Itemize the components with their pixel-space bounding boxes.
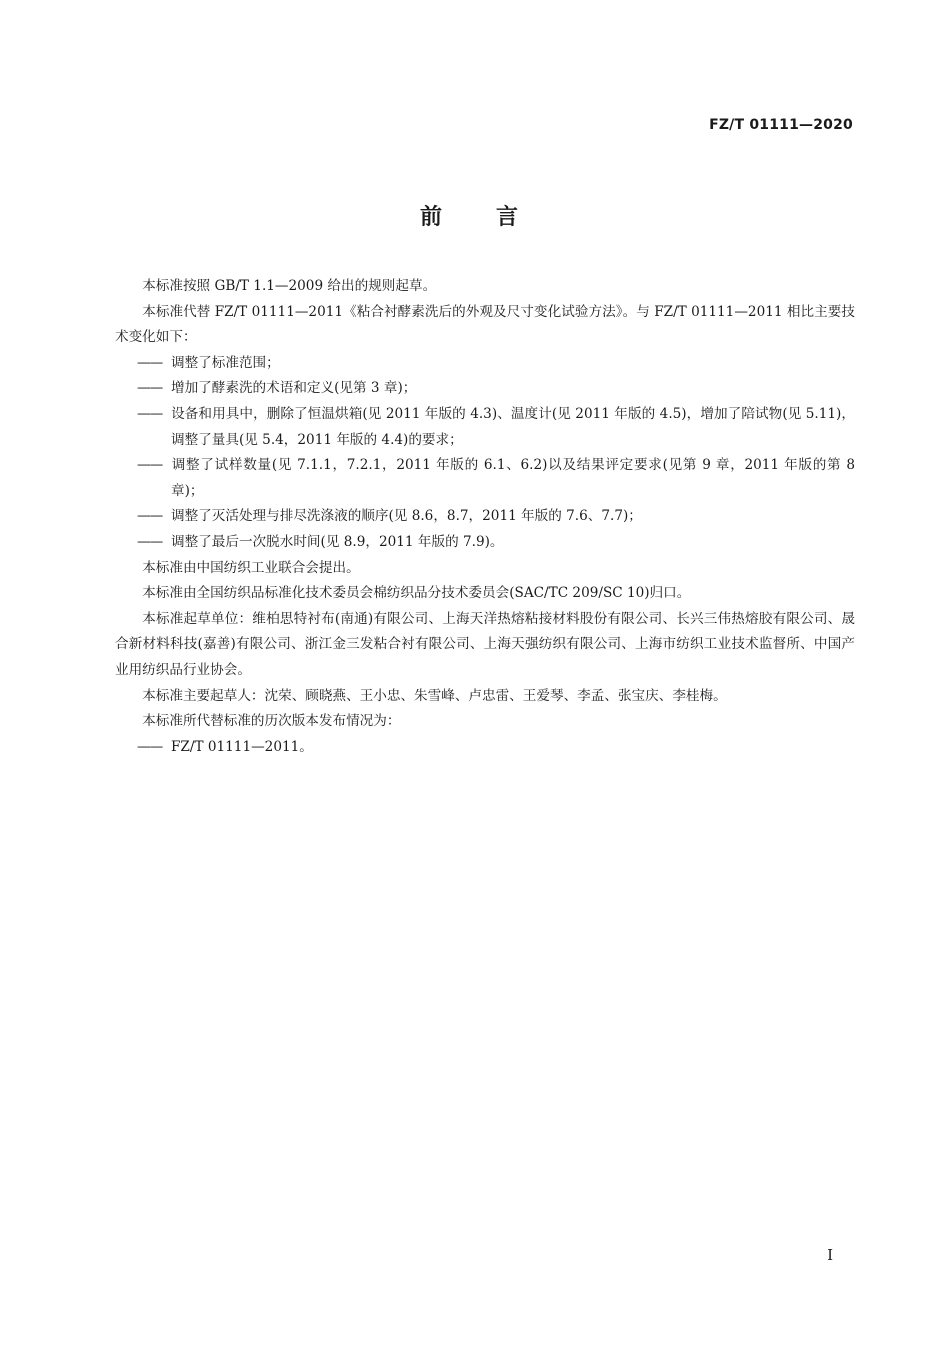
page-number: I [827,1246,833,1264]
list-item-text: 调整了试样数量(见 7.1.1，7.2.1，2011 年版的 6.1、6.2)以及结果评定要求(见第 9 章，2011 年版的第 8 章)； [171,457,855,499]
dash-marker: —— [137,508,163,525]
document-code: FZ/T 01111—2020 [709,117,853,133]
paragraph: 本标准按照 GB/T 1.1—2009 给出的规则起草。 [142,278,437,294]
list-item [115,530,855,556]
dash-marker: —— [137,380,163,397]
list-item [115,402,855,453]
list-item [115,735,855,761]
dash-marker: —— [137,405,163,422]
dash-marker: —— [137,738,163,755]
list-item [115,376,855,402]
dash-marker: —— [137,533,163,550]
list-item [115,453,855,504]
paragraph: 本标准所代替标准的历次版本发布情况为： [142,713,401,730]
list-item-text: 调整了灭活处理与排尽洗涤液的顺序(见 8.6，8.7，2011 年版的 7.6、7.7)； [171,508,642,525]
list-item-text: 调整了标准范围； [171,354,280,371]
list-item-text: 调整了最后一次脱水时间(见 8.9，2011 年版的 7.9)。 [171,533,504,550]
list-item [115,504,855,530]
paragraph: 本标准代替 FZ/T 01111—2011《粘合衬酵素洗后的外观及尺寸变化试验方法》。与 FZ/T 01111—2011 相比主要技术变化如下： [115,303,855,346]
foreword-body [115,274,855,760]
paragraph: 本标准由全国纺织品标准化技术委员会棉纺织品分技术委员会(SAC/TC 209/SC 10)归口。 [142,585,691,602]
paragraph: 本标准由中国纺织工业联合会提出。 [142,559,360,576]
dash-marker: —— [137,457,163,474]
list-item [115,351,855,377]
dash-marker: —— [137,354,163,371]
paragraph: 本标准主要起草人：沈荣、顾晓燕、王小忠、朱雪峰、卢忠雷、王爱琴、李孟、张宝庆、李桂梅。 [142,687,727,704]
list-item-text: 设备和用具中，删除了恒温烘箱(见 2011 年版的 4.3)、温度计(见 2011 年版的 4.5)，增加了陪试物(见 5.11)，调整了量具(见 5.4，2011 年版的 4.4)的要求； [171,405,855,448]
page-title: 前言 [419,205,572,230]
paragraph: 本标准起草单位：维柏思特衬布(南通)有限公司、上海天洋热熔粘接材料股份有限公司、长兴三伟热熔胶有限公司、晟合新材料科技(嘉善)有限公司、浙江金三发粘合衬有限公司、上海天强纺织有限公司、上海市纺织工业技术监督所、中国产业用纺织品行业协会。 [115,610,855,678]
list-item-text: 增加了酵素洗的术语和定义(见第 3 章)； [171,380,417,397]
list-item-text: FZ/T 01111—2011。 [171,738,313,755]
